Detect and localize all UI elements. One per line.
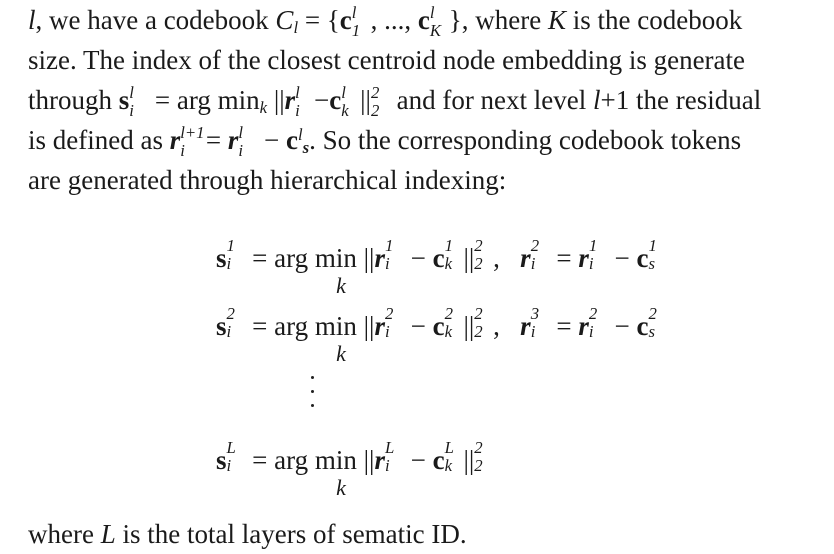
paragraph-line-5: are generated through hierarchical indexing: <box>28 165 507 195</box>
equation-level-2: s 2 i = arg min k ||r 2 i − c 2 k || 2 2 , r 3 i = r 2 i − c 2 s <box>216 303 657 366</box>
paragraph-line-3: through s l i = arg $\min_k ||r$ l i −c l k || 2 2 and for next level l+1 the residual <box>28 82 762 121</box>
paragraph-line-1: l, we have a codebook $C_l = \{c$ l 1 , ..., c l K }, where K is the codebook <box>28 2 743 41</box>
closing-sentence: where L is the total layers of sematic ID. <box>28 519 467 549</box>
paragraph-line-2: size. The index of the closest centroid node embedding is generate <box>28 45 746 75</box>
equation-level-1: s 1 i = arg min k ||r 1 i − c 1 k || 2 2 , r 2 i = r 1 i − c 1 s <box>216 235 657 298</box>
equation-level-L: s L i = arg min k ||r L i − c L k || 2 2 <box>216 437 483 500</box>
intro-paragraph <box>28 0 828 200</box>
vertical-ellipsis <box>308 376 318 418</box>
paragraph-line-4: is defined as r l+1 i = r l i − $c^l_s$. So the corresponding codebook tokens <box>28 122 742 161</box>
